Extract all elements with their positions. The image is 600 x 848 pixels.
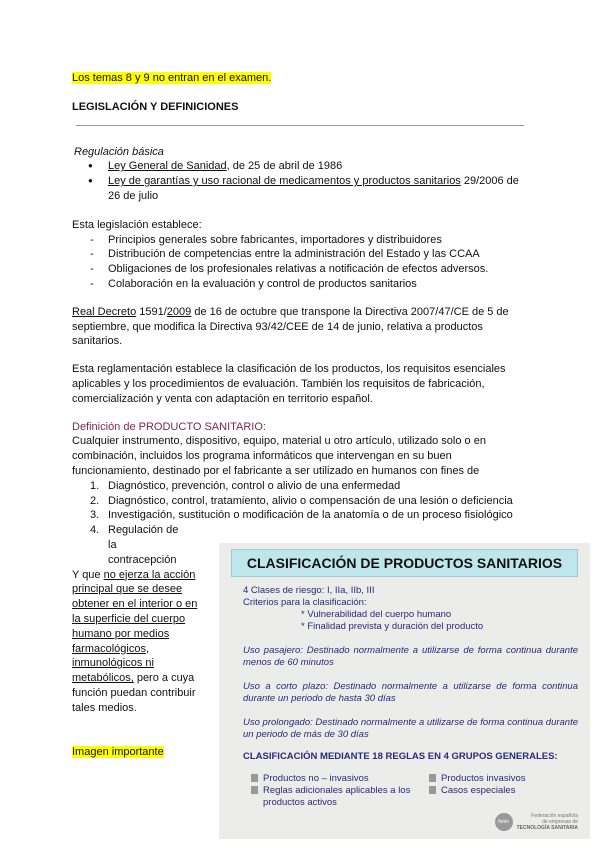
definicion-title: Definición de PRODUCTO SANITARIO: — [72, 420, 266, 433]
divider — [76, 125, 524, 126]
list-item: 3. Investigación, sustitución o modificación de la anatomía o de un proceso fisiológico — [90, 509, 513, 522]
slide-clases: 4 Clases de riesgo: I, IIa, IIb, III — [243, 585, 375, 596]
note-bottom: Imagen importante — [72, 746, 164, 759]
page-title: LEGISLACIÓN Y DEFINICIONES — [72, 100, 239, 113]
slide-grupos — [243, 773, 578, 809]
list-item: - Distribución de competencias entre la administración del Estado y las CCAA — [72, 247, 532, 262]
list-item: - Obligaciones de los profesionales relativas a notificación de efectos adversos. — [72, 262, 532, 277]
slide-grupo: Reglas adicionales aplicables a los productos activos — [251, 785, 421, 809]
slide-criterio: * Finalidad prevista y duración del producto — [301, 621, 484, 632]
list-item: ● Ley de garantías y uso racional de medicamentos y productos sanitarios 29/2006 de 26 de julio — [72, 174, 532, 204]
slide-uso: Uso prolongado: Destinado normalmente a utilizarse de forma continua durante un periodo de más de 30 días — [243, 717, 579, 740]
real-decreto-link[interactable]: Real Decreto — [72, 305, 137, 318]
slide-reglas-title: CLASIFICACIÓN MEDIANTE 18 REGLAS EN 4 GRUPOS GENERALES: — [243, 751, 558, 762]
tail-emphasis: no ejerza la acción principal que se desee obtener en el interior o en la superficie del cuerpo humano por medios farmacológicos, inmunológicos ni metabólicos, — [72, 568, 198, 685]
slide-criterio: * Vulnerabilidad del cuerpo humano — [301, 609, 452, 620]
regulacion-title: Regulación básica — [74, 145, 164, 158]
slide-grupo: Productos invasivos — [429, 773, 579, 785]
list-item: 1. Diagnóstico, prevención, control o alivio de una enfermedad — [90, 479, 401, 492]
list-item: - Colaboración en la evaluación y control de productos sanitarios — [72, 277, 532, 292]
year-link[interactable]: 2009 — [166, 305, 192, 318]
list-item: ● Ley General de Sanidad, de 25 de abril de 1986 — [72, 159, 532, 174]
law-link[interactable]: Ley de garantías y uso racional de medicamentos y productos sanitarios — [108, 175, 461, 188]
slide-grupo: Casos especiales — [429, 785, 579, 809]
slide-title: CLASIFICACIÓN DE PRODUCTOS SANITARIOS — [231, 549, 578, 577]
slide-grupo: Productos no – invasivos — [251, 773, 421, 785]
definicion-tail: Y que no ejerza la acción principal que se desee obtener en el interior o en la superficie del cuerpo humano por medios farmacológicos, inmunológicos ni metabólicos, pero a cuya función puedan contribuir tales medios. — [72, 568, 198, 714]
bullet-icon — [251, 786, 258, 794]
bullet-icon — [429, 774, 436, 782]
slide-criterios: Criterios para la clasificación: — [243, 597, 367, 608]
slide-uso: Uso pasajero: Destinado normalmente a utilizarse de forma continua durante menos de 60 minutos — [243, 645, 578, 668]
fenin-logo: fenin Federación española de empresas de TECNOLOGÍA SANITARIA — [231, 813, 578, 831]
list-item: 4. Regulación de la contracepción — [90, 524, 179, 566]
definicion-text: Cualquier instrumento, dispositivo, equipo, material u otro artículo, utilizado solo o en combinación, incluidos los programa informáticos que intervengan en su buen funcionamiento, destinado por el fabricante a ser utilizado en humanos con fines de — [72, 435, 486, 477]
legislacion-section — [72, 218, 532, 292]
note-top: Los temas 8 y 9 no entran en el examen. — [72, 72, 272, 84]
reglamentacion-paragraph: Esta reglamentación establece la clasificación de los productos, los requisitos esenciales aplicables y los procedimientos de evaluación. También los requisitos de fabricación, comercialización y venta con adaptación en territorio español. — [72, 363, 506, 405]
classification-slide-image — [219, 543, 590, 839]
slide-uso: Uso a corto plazo: Destinado normalmente a utilizarse de forma continua durante un periodo de hasta 30 días — [243, 681, 578, 704]
law-link[interactable]: Ley General de Sanidad — [108, 160, 227, 173]
regulacion-section — [72, 145, 532, 204]
slide-body — [231, 577, 578, 809]
legislacion-intro: Esta legislación establece: — [72, 218, 202, 231]
real-decreto-paragraph: Real Decreto 1591/2009 de 16 de octubre que transpone la Directiva 2007/47/CE de 5 de septiembre, que modifica la Directiva 93/42/CEE de 14 de junio, relativa a productos sanitarios. — [72, 305, 509, 348]
list-item: 2. Diagnóstico, control, tratamiento, alivio o compensación de una lesión o deficiencia — [90, 494, 513, 507]
bullet-icon — [429, 786, 436, 794]
bullet-icon — [251, 774, 258, 782]
logo-mark: fenin — [495, 813, 513, 831]
list-item: - Principios generales sobre fabricantes, importadores y distribuidores — [72, 233, 532, 248]
